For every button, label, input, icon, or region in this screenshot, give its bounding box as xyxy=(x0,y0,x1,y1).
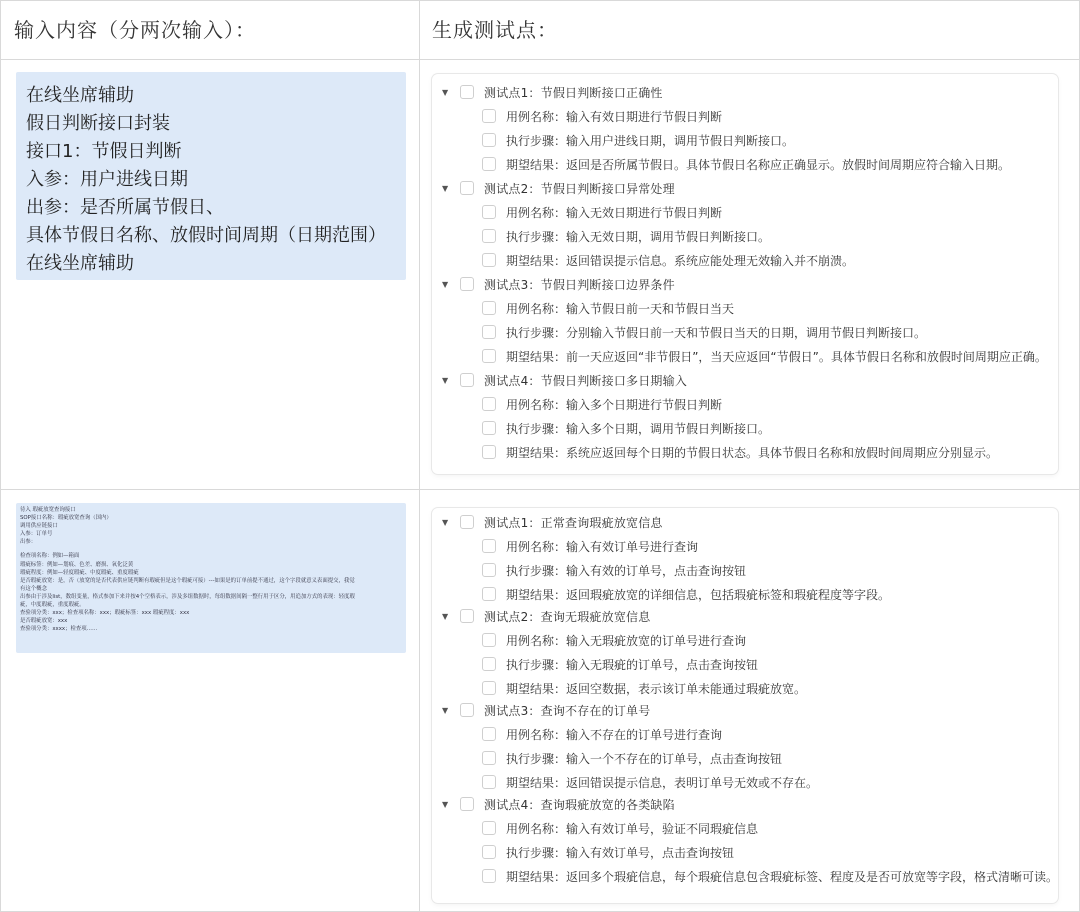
tree-leaf[interactable] xyxy=(432,104,722,128)
caret-down-icon[interactable]: ▼ xyxy=(442,375,449,385)
tree-node-label: 测试点2：节假日判断接口异常处理 xyxy=(484,181,675,196)
input-content-2 xyxy=(16,503,406,653)
tree-leaf[interactable] xyxy=(432,152,1010,176)
checkbox[interactable] xyxy=(482,109,496,123)
tree-node-label: 测试点3：查询不存在的订单号 xyxy=(484,703,651,718)
checkbox[interactable] xyxy=(482,727,496,741)
caret-down-icon[interactable]: ▼ xyxy=(442,87,449,97)
input-line: 待入 瑕疵放宽查询接口 xyxy=(20,507,76,513)
tree-leaf[interactable] xyxy=(432,628,746,652)
checkbox[interactable] xyxy=(460,797,474,811)
checkbox[interactable] xyxy=(482,325,496,339)
checkbox[interactable] xyxy=(482,681,496,695)
tree-leaf[interactable] xyxy=(432,392,722,416)
checkbox[interactable] xyxy=(460,515,474,529)
caret-down-icon[interactable]: ▼ xyxy=(442,799,449,809)
tree-leaf-label: 用例名称：输入无效日期进行节假日判断 xyxy=(506,205,723,220)
input-line: 是否瑕疵放宽：是，否（放宽的是否代表供应链判断有瑕疵但是这个瑕疵可接）---如果是的订单前提不通过，这个字段就意义表面提交，我觉 xyxy=(20,577,355,584)
tree-leaf[interactable] xyxy=(432,840,734,864)
tree-leaf[interactable] xyxy=(432,296,734,320)
tree-leaf[interactable] xyxy=(432,534,698,558)
checkbox[interactable] xyxy=(460,277,474,291)
tree-leaf-label: 执行步骤：输入无效日期，调用节假日判断接口。 xyxy=(506,229,771,244)
tree-leaf-label: 用例名称：输入有效订单号，验证不同瑕疵信息 xyxy=(506,821,759,836)
tree-leaf[interactable] xyxy=(432,722,722,746)
tree-leaf-label: 执行步骤：分别输入节假日前一天和节假日当天的日期，调用节假日判断接口。 xyxy=(506,325,927,340)
tree-leaf-label: 执行步骤：输入多个日期，调用节假日判断接口。 xyxy=(506,421,771,436)
tree-node-test-point[interactable] xyxy=(432,80,663,104)
checkbox[interactable] xyxy=(482,821,496,835)
input-line: 检查项名称：例如—箱面 xyxy=(20,553,80,560)
tree-node-test-point[interactable] xyxy=(432,698,650,722)
tree-leaf-label: 用例名称：输入无瑕疵放宽的订单号进行查询 xyxy=(506,633,747,648)
tree-leaf[interactable] xyxy=(432,440,998,464)
tree-node-test-point[interactable] xyxy=(432,604,650,628)
checkbox[interactable] xyxy=(460,181,474,195)
tree-node-label: 测试点1：节假日判断接口正确性 xyxy=(484,85,663,100)
checkbox[interactable] xyxy=(482,539,496,553)
input-line: 瑕疵程度：例如—轻度瑕疵、中度瑕疵、重度瑕疵 xyxy=(20,569,139,576)
tree-node-test-point[interactable] xyxy=(432,510,663,534)
checkbox[interactable] xyxy=(482,133,496,147)
tree-leaf-label: 用例名称：输入有效订单号进行查询 xyxy=(506,539,699,554)
input-line: 入参：用户进线日期 xyxy=(26,169,188,190)
tree-leaf-label: 执行步骤：输入一个不存在的订单号，点击查询按钮 xyxy=(506,751,783,766)
tree-node-test-point[interactable] xyxy=(432,176,675,200)
caret-down-icon[interactable]: ▼ xyxy=(442,705,449,715)
checkbox[interactable] xyxy=(482,157,496,171)
tree-leaf[interactable] xyxy=(432,200,722,224)
input-line: 出参：是否所属节假日、 xyxy=(26,197,224,218)
checkbox[interactable] xyxy=(460,703,474,717)
tree-node-label: 测试点1：正常查询瑕疵放宽信息 xyxy=(484,515,663,530)
input-column-header: 输入内容（分两次输入）： xyxy=(14,18,256,42)
tree-leaf-label: 执行步骤：输入有效订单号，点击查询按钮 xyxy=(506,845,735,860)
tree-leaf-label: 用例名称：输入不存在的订单号进行查询 xyxy=(506,727,723,742)
input-line: 有这个概念 xyxy=(20,585,47,592)
checkbox[interactable] xyxy=(460,85,474,99)
checkbox[interactable] xyxy=(482,349,496,363)
input-line: 假日判断接口封装 xyxy=(26,113,170,134)
input-line: 查验项分类：xxxx；检查项…… xyxy=(20,626,98,633)
input-line: 在线坐席辅助 xyxy=(26,85,134,106)
tree-leaf[interactable] xyxy=(432,128,794,152)
tree-leaf[interactable] xyxy=(432,416,770,440)
checkbox[interactable] xyxy=(482,563,496,577)
tree-leaf-label: 用例名称：输入多个日期进行节假日判断 xyxy=(506,397,723,412)
checkbox[interactable] xyxy=(482,397,496,411)
tree-leaf[interactable] xyxy=(432,558,746,582)
tree-leaf[interactable] xyxy=(432,816,758,840)
column-divider xyxy=(419,0,420,912)
tree-node-test-point[interactable] xyxy=(432,368,687,392)
output-column-header: 生成测试点： xyxy=(432,18,558,42)
tree-leaf[interactable] xyxy=(432,746,782,770)
checkbox[interactable] xyxy=(482,633,496,647)
tree-leaf-label: 用例名称：输入有效日期进行节假日判断 xyxy=(506,109,723,124)
tree-leaf[interactable] xyxy=(432,652,758,676)
tree-node-label: 测试点3：节假日判断接口边界条件 xyxy=(484,277,675,292)
row-divider xyxy=(0,489,1080,490)
input-line: 入参：订单号 xyxy=(20,531,53,538)
tree-leaf[interactable] xyxy=(432,864,1058,888)
input-line: 疵，中度瑕疵，重度瑕疵。 xyxy=(20,602,85,609)
checkbox[interactable] xyxy=(482,445,496,459)
input-line: 具体节假日名称、放假时间周期（日期范围） xyxy=(26,225,386,246)
checkbox[interactable] xyxy=(482,253,496,267)
input-content-1 xyxy=(16,72,406,280)
checkbox[interactable] xyxy=(482,869,496,883)
tree-leaf[interactable] xyxy=(432,582,890,606)
tree-leaf-label: 执行步骤：输入无瑕疵的订单号，点击查询按钮 xyxy=(506,657,759,672)
checkbox[interactable] xyxy=(482,587,496,601)
checkbox[interactable] xyxy=(482,205,496,219)
tree-node-test-point[interactable] xyxy=(432,792,675,816)
input-line: 查验项分类：xxx；检查项名称：xxx；瑕疵标签：xxx 瑕疵程度：xxx xyxy=(20,610,190,617)
tree-leaf-label: 执行步骤：输入有效的订单号，点击查询按钮 xyxy=(506,563,747,578)
tree-node-label: 测试点4：查询瑕疵放宽的各类缺陷 xyxy=(484,797,675,812)
input-line: 在线坐席辅助 xyxy=(26,253,134,274)
tree-leaf-label: 期望结果：返回瑕疵放宽的详细信息，包括瑕疵标签和瑕疵程度等字段。 xyxy=(506,587,891,602)
checkbox[interactable] xyxy=(482,657,496,671)
input-line: 接口1：节假日判断 xyxy=(26,141,182,162)
test-points-tree-2 xyxy=(432,508,1058,903)
caret-down-icon[interactable]: ▼ xyxy=(442,611,449,621)
checkbox[interactable] xyxy=(482,751,496,765)
tree-leaf[interactable] xyxy=(432,224,770,248)
tree-leaf[interactable] xyxy=(432,770,818,794)
input-line: 出参由于涉及list，数组变量，格式参加下来并按4个空格表示，涉及多组数据时，每组数据间隔一整行用于区分，用追加方式的表现：轻度瑕 xyxy=(20,593,355,600)
tree-leaf[interactable] xyxy=(432,248,854,272)
caret-down-icon[interactable]: ▼ xyxy=(442,279,449,289)
tree-leaf-label: 期望结果：前一天应返回“非节假日”，当天应返回“节假日”。具体节假日名称和放假时间周期应正确。 xyxy=(506,349,1047,364)
checkbox[interactable] xyxy=(482,845,496,859)
checkbox[interactable] xyxy=(482,229,496,243)
tree-node-label: 测试点4：节假日判断接口多日期输入 xyxy=(484,373,688,388)
header-divider xyxy=(0,59,1080,60)
tree-leaf-label: 执行步骤：输入用户进线日期，调用节假日判断接口。 xyxy=(506,133,795,148)
tree-leaf-label: 期望结果：返回是否所属节假日。具体节假日名称应正确显示。放假时间周期应符合输入日期。 xyxy=(506,157,1011,172)
input-line: 调用供应链接口 xyxy=(20,523,58,530)
tree-leaf-label: 期望结果：返回错误提示信息。系统应能处理无效输入并不崩溃。 xyxy=(506,253,855,268)
caret-down-icon[interactable]: ▼ xyxy=(442,517,449,527)
tree-leaf[interactable] xyxy=(432,676,806,700)
tree-node-test-point[interactable] xyxy=(432,272,675,296)
tree-leaf-label: 期望结果：返回空数据，表示该订单未能通过瑕疵放宽。 xyxy=(506,681,807,696)
tree-leaf[interactable] xyxy=(432,320,926,344)
tree-leaf-label: 用例名称：输入节假日前一天和节假日当天 xyxy=(506,301,735,316)
input-line: SOP接口名称：瑕疵放宽查询（国内） xyxy=(20,515,112,522)
caret-down-icon[interactable]: ▼ xyxy=(442,183,449,193)
tree-leaf-label: 期望结果：系统应返回每个日期的节假日状态。具体节假日名称和放假时间周期应分别显示。 xyxy=(506,445,999,460)
tree-leaf[interactable] xyxy=(432,344,1047,368)
tree-node-label: 测试点2：查询无瑕疵放宽信息 xyxy=(484,609,651,624)
checkbox[interactable] xyxy=(482,421,496,435)
input-line: 出参： xyxy=(20,539,37,546)
checkbox[interactable] xyxy=(482,301,496,315)
tree-leaf-label: 期望结果：返回错误提示信息，表明订单号无效或不存在。 xyxy=(506,775,819,790)
test-points-tree-1 xyxy=(432,74,1058,474)
checkbox[interactable] xyxy=(460,373,474,387)
checkbox[interactable] xyxy=(482,775,496,789)
input-line: 瑕疵标签：例如—划痕、色差、磨损、氧化泛黄 xyxy=(20,561,134,568)
checkbox[interactable] xyxy=(460,609,474,623)
tree-leaf-label: 期望结果：返回多个瑕疵信息，每个瑕疵信息包含瑕疵标签、程度及是否可放宽等字段，格式清晰可读。 xyxy=(506,869,1059,884)
input-line: 是否瑕疵放宽：xxx xyxy=(20,618,68,625)
